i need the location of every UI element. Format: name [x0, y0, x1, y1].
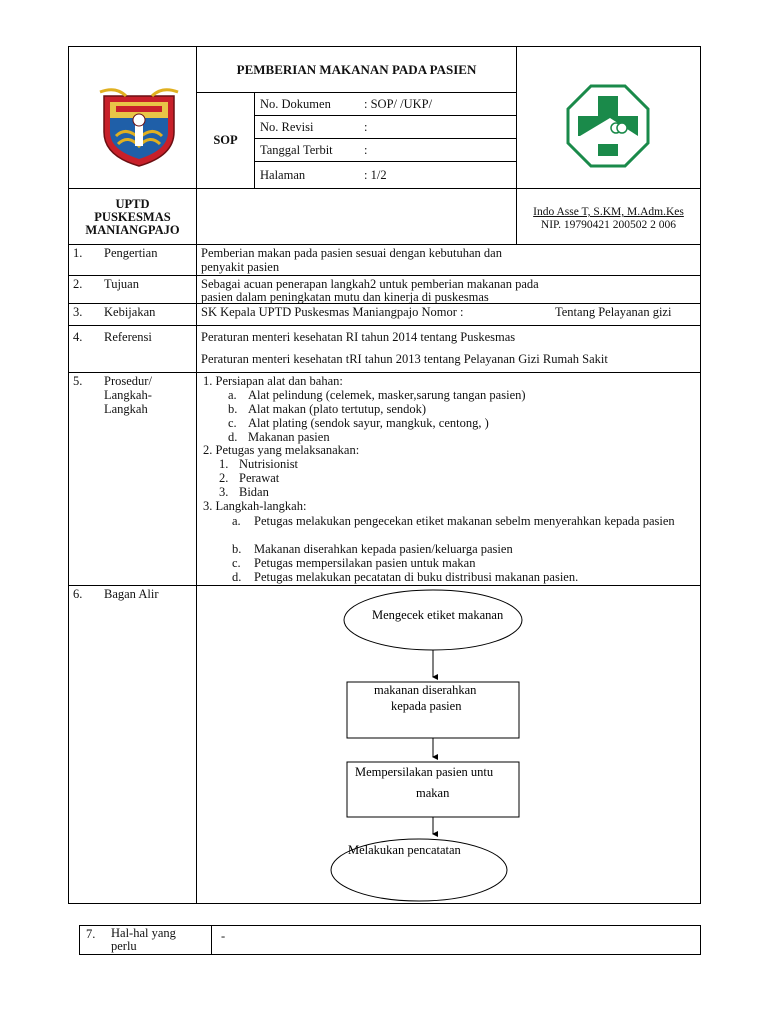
section-text-line: pasien dalam peningkatan mutu dan kinerja di puskesmas: [201, 290, 489, 304]
list-marker: a.: [232, 514, 241, 528]
section-text-line: penyakit pasien: [201, 260, 280, 274]
list-text: Nutrisionist: [239, 457, 299, 471]
org-name-line: UPTD: [115, 197, 150, 211]
section-label-line: Prosedur/: [104, 374, 152, 388]
org-name: [69, 198, 196, 237]
doc-field-label: Halaman: [260, 168, 306, 182]
list-text: Petugas mempersilakan pasien untuk makan: [254, 556, 476, 570]
step-title: 1. Persiapan alat dan bahan:: [203, 374, 343, 388]
list-text: Makanan diserahkan kepada pasien/keluarga pasien: [254, 542, 513, 556]
step-title: 3. Langkah-langkah:: [203, 499, 307, 513]
list-text: Perawat: [239, 471, 280, 485]
list-text: Alat pelindung (celemek, masker,sarung tangan pasien): [248, 388, 526, 402]
flow-node-text: Mengecek etiket makanan: [372, 608, 504, 622]
doc-field-label: No. Dokumen: [260, 97, 331, 111]
section-number: 4.: [73, 330, 83, 344]
flow-node-text: Melakukan pencatatan: [348, 843, 461, 857]
section-text-left: SK Kepala UPTD Puskesmas Maniangpajo Nomor :: [201, 305, 464, 319]
regional-emblem-logo: [96, 86, 182, 168]
section-text-right: Tentang Pelayanan gizi: [555, 305, 672, 319]
list-text: Alat makan (plato tertutup, sendok): [248, 402, 427, 416]
doc-field-value: : 1/2: [364, 168, 387, 182]
list-marker: b.: [232, 542, 242, 556]
section-text-line: Pemberian makan pada pasien sesuai dengan kebutuhan dan: [201, 246, 502, 260]
list-marker: a.: [228, 388, 237, 402]
document-title: PEMBERIAN MAKANAN PADA PASIEN: [236, 62, 477, 77]
signer-nip: NIP. 19790421 200502 2 006: [540, 219, 677, 231]
section-label: Bagan Alir: [104, 587, 159, 601]
section-label-line: Langkah-: [104, 388, 152, 402]
section-number: 3.: [73, 305, 83, 319]
list-text: Bidan: [239, 485, 269, 499]
section-text-line: Peraturan menteri kesehatan RI tahun 2014 tentang Puskesmas: [201, 330, 516, 344]
section-number: 2.: [73, 277, 83, 291]
doc-field-value: :: [364, 120, 368, 134]
section-label: [104, 374, 152, 416]
section-label-line: perlu: [111, 939, 137, 953]
section-number: 6.: [73, 587, 83, 601]
list-marker: d.: [232, 570, 242, 584]
list-marker: d.: [228, 430, 238, 444]
flowchart: [196, 586, 700, 903]
signer-name: Indo Asse T, S.KM, M.Adm.Kes: [533, 206, 684, 218]
section-label: [111, 927, 176, 953]
org-name-line: PUSKESMAS: [94, 210, 171, 224]
section-label-line: Hal-hal yang: [111, 926, 176, 940]
list-text: Petugas melakukan pengecekan etiket makanan sebelm menyerahkan kepada pasien: [254, 514, 675, 528]
doc-field-label: Tanggal Terbit: [260, 143, 333, 157]
section-label-line: Langkah: [104, 402, 148, 416]
step-title: 2. Petugas yang melaksanakan:: [203, 443, 360, 457]
list-marker: 3.: [219, 485, 229, 499]
section-text-line: Sebagai acuan penerapan langkah2 untuk pemberian makanan pada: [201, 277, 539, 291]
section-label: Kebijakan: [104, 305, 156, 319]
doc-field-value: :: [364, 143, 368, 157]
list-marker: b.: [228, 402, 238, 416]
section-value: -: [221, 929, 226, 943]
list-text: Petugas melakukan pecatatan di buku distribusi makanan pasien.: [254, 570, 579, 584]
flow-node-text: Mempersilakan pasien untu: [355, 765, 494, 779]
list-marker: 2.: [219, 471, 229, 485]
list-marker: c.: [228, 416, 237, 430]
flow-node-text: makanan diserahkan: [374, 683, 477, 697]
section-text-line: Peraturan menteri kesehatan tRI tahun 2013 tentang Pelayanan Gizi Rumah Sakit: [201, 352, 608, 366]
doc-field-value: : SOP/ /UKP/: [364, 97, 433, 111]
org-name-line: MANIANGPAJO: [85, 223, 180, 237]
section-number: 1.: [73, 246, 83, 260]
section-number: 5.: [73, 374, 83, 388]
puskesmas-logo: [566, 84, 650, 168]
list-text: Alat plating (sendok sayur, mangkuk, centong, ): [248, 416, 489, 430]
section-label: Pengertian: [104, 246, 158, 260]
list-marker: c.: [232, 556, 241, 570]
section-label: Referensi: [104, 330, 152, 344]
sop-label: SOP: [213, 133, 238, 147]
section-number: 7.: [86, 927, 96, 941]
list-text: Makanan pasien: [248, 430, 330, 444]
doc-field-label: No. Revisi: [260, 120, 314, 134]
list-marker: 1.: [219, 457, 229, 471]
flow-node-text: kepada pasien: [391, 699, 462, 713]
section-label: Tujuan: [104, 277, 139, 291]
flow-node-text: makan: [416, 786, 450, 800]
